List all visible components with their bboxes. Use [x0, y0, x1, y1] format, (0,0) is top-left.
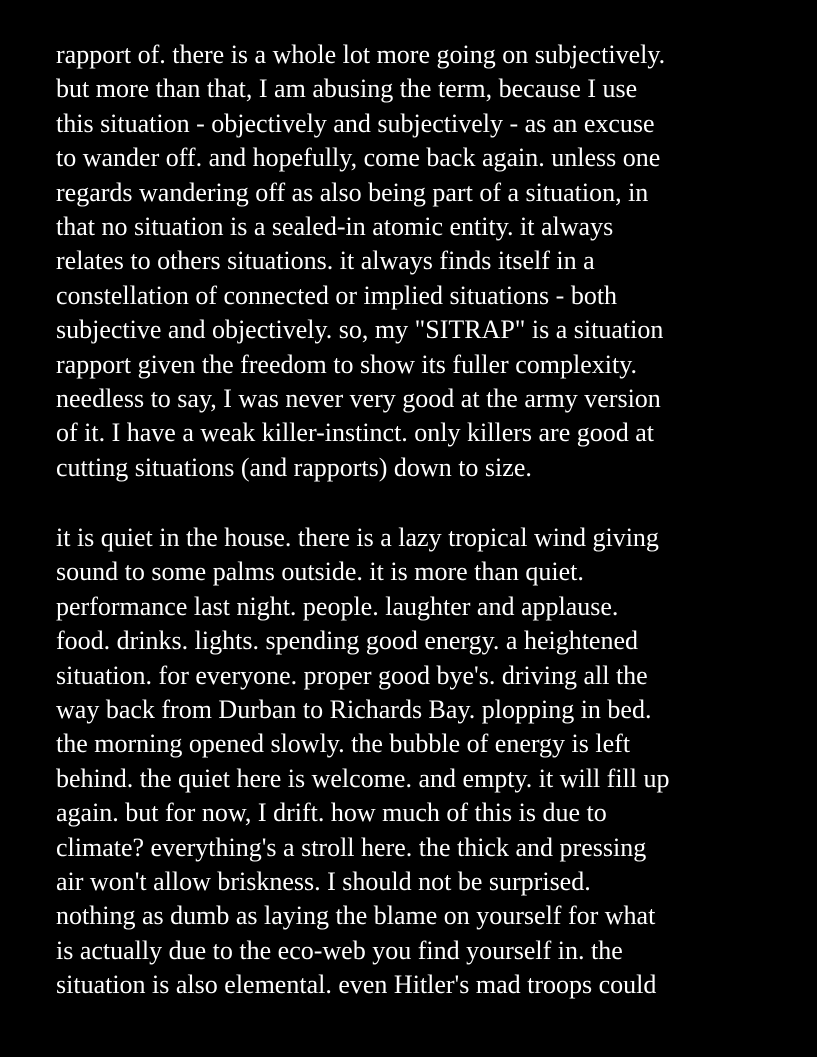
- text-line: again. but for now, I drift. how much of this is due to: [56, 798, 607, 828]
- text-line: nothing as dumb as laying the blame on yourself for what: [56, 901, 656, 931]
- text-line: way back from Durban to Richards Bay. plopping in bed.: [56, 695, 652, 725]
- text-line: but more than that, I am abusing the term, because I use: [56, 74, 638, 104]
- text-line: rapport of. there is a whole lot more going on subjectively.: [56, 40, 666, 69]
- text-line: situation is also elemental. even Hitler's mad troops could: [56, 970, 657, 1000]
- paragraph-1: [56, 38, 665, 485]
- text-line: behind. the quiet here is welcome. and empty. it will fill up: [56, 763, 670, 793]
- text-line: food. drinks. lights. spending good energy. a heightened: [56, 626, 639, 656]
- text-line: climate? everything's a stroll here. the thick and pressing: [56, 832, 647, 862]
- text-line: of it. I have a weak killer-instinct. only killers are good at: [56, 418, 655, 448]
- text-line: rapport given the freedom to show its fuller complexity.: [56, 349, 638, 379]
- text-line: that no situation is a sealed-in atomic entity. it always: [56, 212, 614, 242]
- text-line: relates to others situations. it always finds itself in a: [56, 246, 595, 276]
- text-line: performance last night. people. laughter and applause.: [56, 591, 619, 621]
- text-line: the morning opened slowly. the bubble of energy is left: [56, 729, 631, 759]
- text-line: sound to some palms outside. it is more than quiet.: [56, 557, 584, 587]
- text-line: situation. for everyone. proper good bye's. driving all the: [56, 660, 648, 690]
- text-line: constellation of connected or implied situations - both: [56, 280, 618, 310]
- paragraph-2: [56, 521, 670, 1003]
- text-line: subjective and objectively. so, my "SITRAP" is a situation: [56, 315, 664, 345]
- text-line: this situation - objectively and subjectively - as an excuse: [56, 108, 655, 138]
- text-line: is actually due to the eco-web you find yourself in. the: [56, 935, 623, 965]
- text-line: regards wandering off as also being part of a situation, in: [56, 177, 649, 207]
- text-line: it is quiet in the house. there is a lazy tropical wind giving: [56, 523, 659, 552]
- text-line: needless to say, I was never very good at the army version: [56, 384, 661, 414]
- text-line: cutting situations (and rapports) down to size.: [56, 452, 532, 482]
- text-line: to wander off. and hopefully, come back again. unless one: [56, 143, 661, 173]
- text-line: air won't allow briskness. I should not be surprised.: [56, 867, 591, 897]
